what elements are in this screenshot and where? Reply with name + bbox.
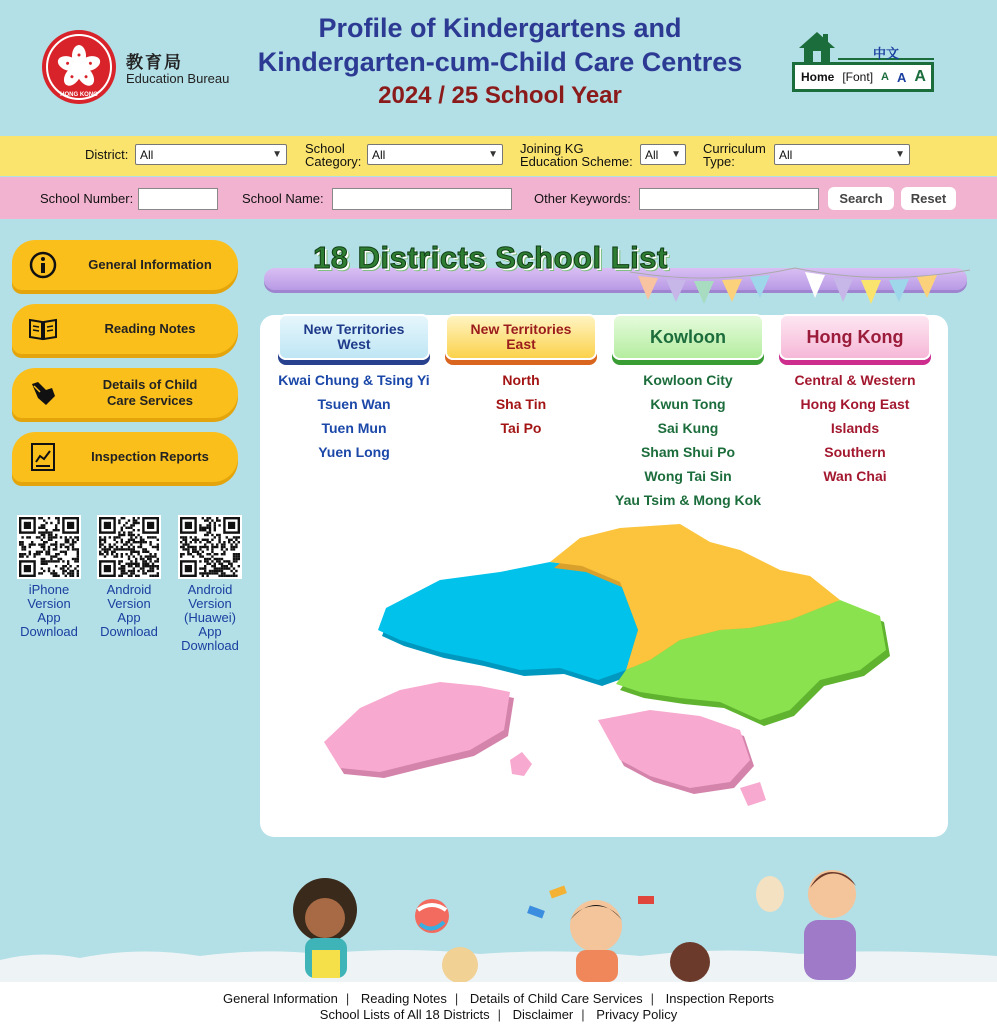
other-keywords-label: Other Keywords: [534, 191, 631, 206]
curriculum-type-select[interactable] [774, 144, 910, 165]
district-list-kowloon [603, 368, 773, 512]
district-link-tsuen-wan[interactable]: Tsuen Wan [317, 396, 391, 412]
footer-link-privacy-policy[interactable]: Privacy Policy [596, 1007, 678, 1022]
font-medium-button[interactable]: A [896, 69, 907, 85]
map-region-ntw[interactable] [378, 562, 642, 686]
district-link-islands[interactable]: Islands [830, 420, 880, 436]
school-number-label: School Number: [40, 191, 134, 206]
page-header [0, 0, 997, 136]
logo-text: HONG KONG [60, 92, 98, 98]
font-size-label: [Font] [842, 70, 874, 84]
other-keywords-input[interactable] [639, 188, 819, 210]
district-select[interactable] [135, 144, 287, 165]
tab-label: Kowloon [650, 326, 726, 347]
language-toggle-link[interactable]: 中文 [873, 46, 900, 61]
header-toolbar [792, 62, 934, 92]
tab-new-territories-west[interactable] [278, 314, 430, 360]
tab-label: Hong Kong [806, 326, 904, 347]
district-list-hong-kong [770, 368, 940, 488]
qr-code-huawei[interactable] [178, 515, 242, 579]
menu-label: Details of Child Care Services [102, 377, 198, 408]
menu-general-information[interactable] [12, 240, 238, 290]
district-link-tai-po[interactable]: Tai Po [500, 420, 542, 436]
home-icon[interactable] [797, 30, 837, 64]
district-link-kwai-chung-tsing-yi[interactable]: Kwai Chung & Tsing Yi [278, 372, 430, 388]
kg-scheme-value: All [645, 147, 659, 162]
tab-label: New Territories [303, 321, 405, 337]
school-category-value: All [372, 147, 386, 162]
menu-reading-notes[interactable] [12, 304, 238, 354]
school-category-select[interactable] [367, 144, 503, 165]
curriculum-type-value: All [779, 147, 793, 162]
font-large-button[interactable]: A [914, 68, 926, 85]
filter-bar [0, 136, 997, 176]
footer-link-child-care-services[interactable]: Details of Child Care Services [469, 991, 643, 1006]
tab-kowloon[interactable] [612, 314, 764, 360]
bureau-name-english: Education Bureau [126, 71, 230, 86]
district-link-yau-tsim-mong-kok[interactable]: Yau Tsim & Mong Kok [615, 492, 761, 508]
bunting-flags-icon [630, 266, 970, 308]
district-link-southern[interactable]: Southern [824, 444, 886, 460]
tab-label: West [337, 336, 371, 352]
hands-icon [28, 378, 58, 408]
hong-kong-map [320, 520, 900, 820]
district-link-yuen-long[interactable]: Yuen Long [318, 444, 390, 460]
bureau-name-chinese: 教育局 [126, 53, 183, 72]
footer-link-reading-notes[interactable]: Reading Notes [360, 991, 447, 1006]
kg-scheme-select[interactable] [640, 144, 686, 165]
chevron-down-icon: ▼ [488, 149, 498, 160]
district-link-wan-chai[interactable]: Wan Chai [823, 468, 887, 484]
chevron-down-icon: ▼ [895, 149, 905, 160]
qr-code-android[interactable] [97, 515, 161, 579]
district-list-nte [436, 368, 606, 440]
menu-child-care-services[interactable] [12, 368, 238, 418]
section-title: 18 Districts School List [313, 240, 668, 275]
kg-scheme-label: Joining KG Education Scheme: [520, 141, 633, 169]
district-link-hong-kong-east[interactable]: Hong Kong East [800, 396, 910, 412]
app-download-android-link[interactable]: Android Version App Download [100, 582, 158, 639]
district-link-sai-kung[interactable]: Sai Kung [657, 420, 719, 436]
tab-new-territories-east[interactable] [445, 314, 597, 360]
school-category-label: School Category: [305, 141, 362, 169]
reset-button[interactable]: Reset [901, 187, 956, 210]
footer-link-disclaimer[interactable]: Disclaimer [512, 1007, 574, 1022]
district-list-ntw [269, 368, 439, 464]
search-bar [0, 177, 997, 219]
menu-inspection-reports[interactable] [12, 432, 238, 482]
home-link[interactable]: Home [801, 70, 835, 84]
book-icon [28, 314, 58, 344]
footer-link-school-lists[interactable]: School Lists of All 18 Districts [319, 1007, 490, 1022]
district-link-wong-tai-sin[interactable]: Wong Tai Sin [644, 468, 732, 484]
chevron-down-icon: ▼ [671, 149, 681, 160]
district-link-sham-shui-po[interactable]: Sham Shui Po [640, 444, 736, 460]
school-number-input[interactable] [138, 188, 218, 210]
curriculum-type-label: Curriculum Type: [703, 141, 766, 169]
district-link-central-western[interactable]: Central & Western [794, 372, 916, 388]
school-name-input[interactable] [332, 188, 512, 210]
menu-label: General Information [88, 257, 212, 272]
district-link-north[interactable]: North [502, 372, 540, 388]
footer-link-general-information[interactable]: General Information [222, 991, 338, 1006]
district-label: District: [85, 147, 129, 162]
school-year: 2024 / 25 School Year [378, 82, 622, 109]
qr-code-iphone[interactable] [17, 515, 81, 579]
tab-label: East [506, 336, 536, 352]
menu-label: Reading Notes [104, 321, 196, 336]
tab-label: New Territories [470, 321, 572, 337]
footer-link-inspection-reports[interactable]: Inspection Reports [665, 991, 775, 1006]
page-title-line2: Kindergarten-cum-Child Care Centres [257, 47, 743, 77]
tab-hong-kong[interactable] [779, 314, 931, 360]
search-button[interactable]: Search [828, 187, 894, 210]
page-title-line1: Profile of Kindergartens and [318, 13, 682, 43]
report-icon [28, 442, 58, 472]
info-icon [28, 250, 58, 280]
district-select-value: All [140, 147, 154, 162]
school-name-label: School Name: [242, 191, 324, 206]
font-small-button[interactable]: A [881, 71, 889, 83]
edb-logo[interactable] [42, 30, 116, 104]
children-illustration [0, 850, 997, 985]
page-footer: General Information | Reading Notes | Details of Child Care Services | Inspection Reports School Lists of All 18 Districts | Disclaimer | Privacy Policy [0, 982, 997, 1030]
district-link-kowloon-city[interactable]: Kowloon City [643, 372, 733, 388]
chevron-down-icon: ▼ [272, 149, 282, 160]
app-download-iphone-link[interactable]: iPhone Version App Download [20, 582, 78, 639]
district-link-kwun-tong[interactable]: Kwun Tong [650, 396, 726, 412]
menu-label: Inspection Reports [91, 449, 209, 464]
district-link-tuen-mun[interactable]: Tuen Mun [321, 420, 387, 436]
district-link-sha-tin[interactable]: Sha Tin [495, 396, 547, 412]
app-download-huawei-link[interactable]: Android Version (Huawei) App Download [181, 582, 239, 653]
